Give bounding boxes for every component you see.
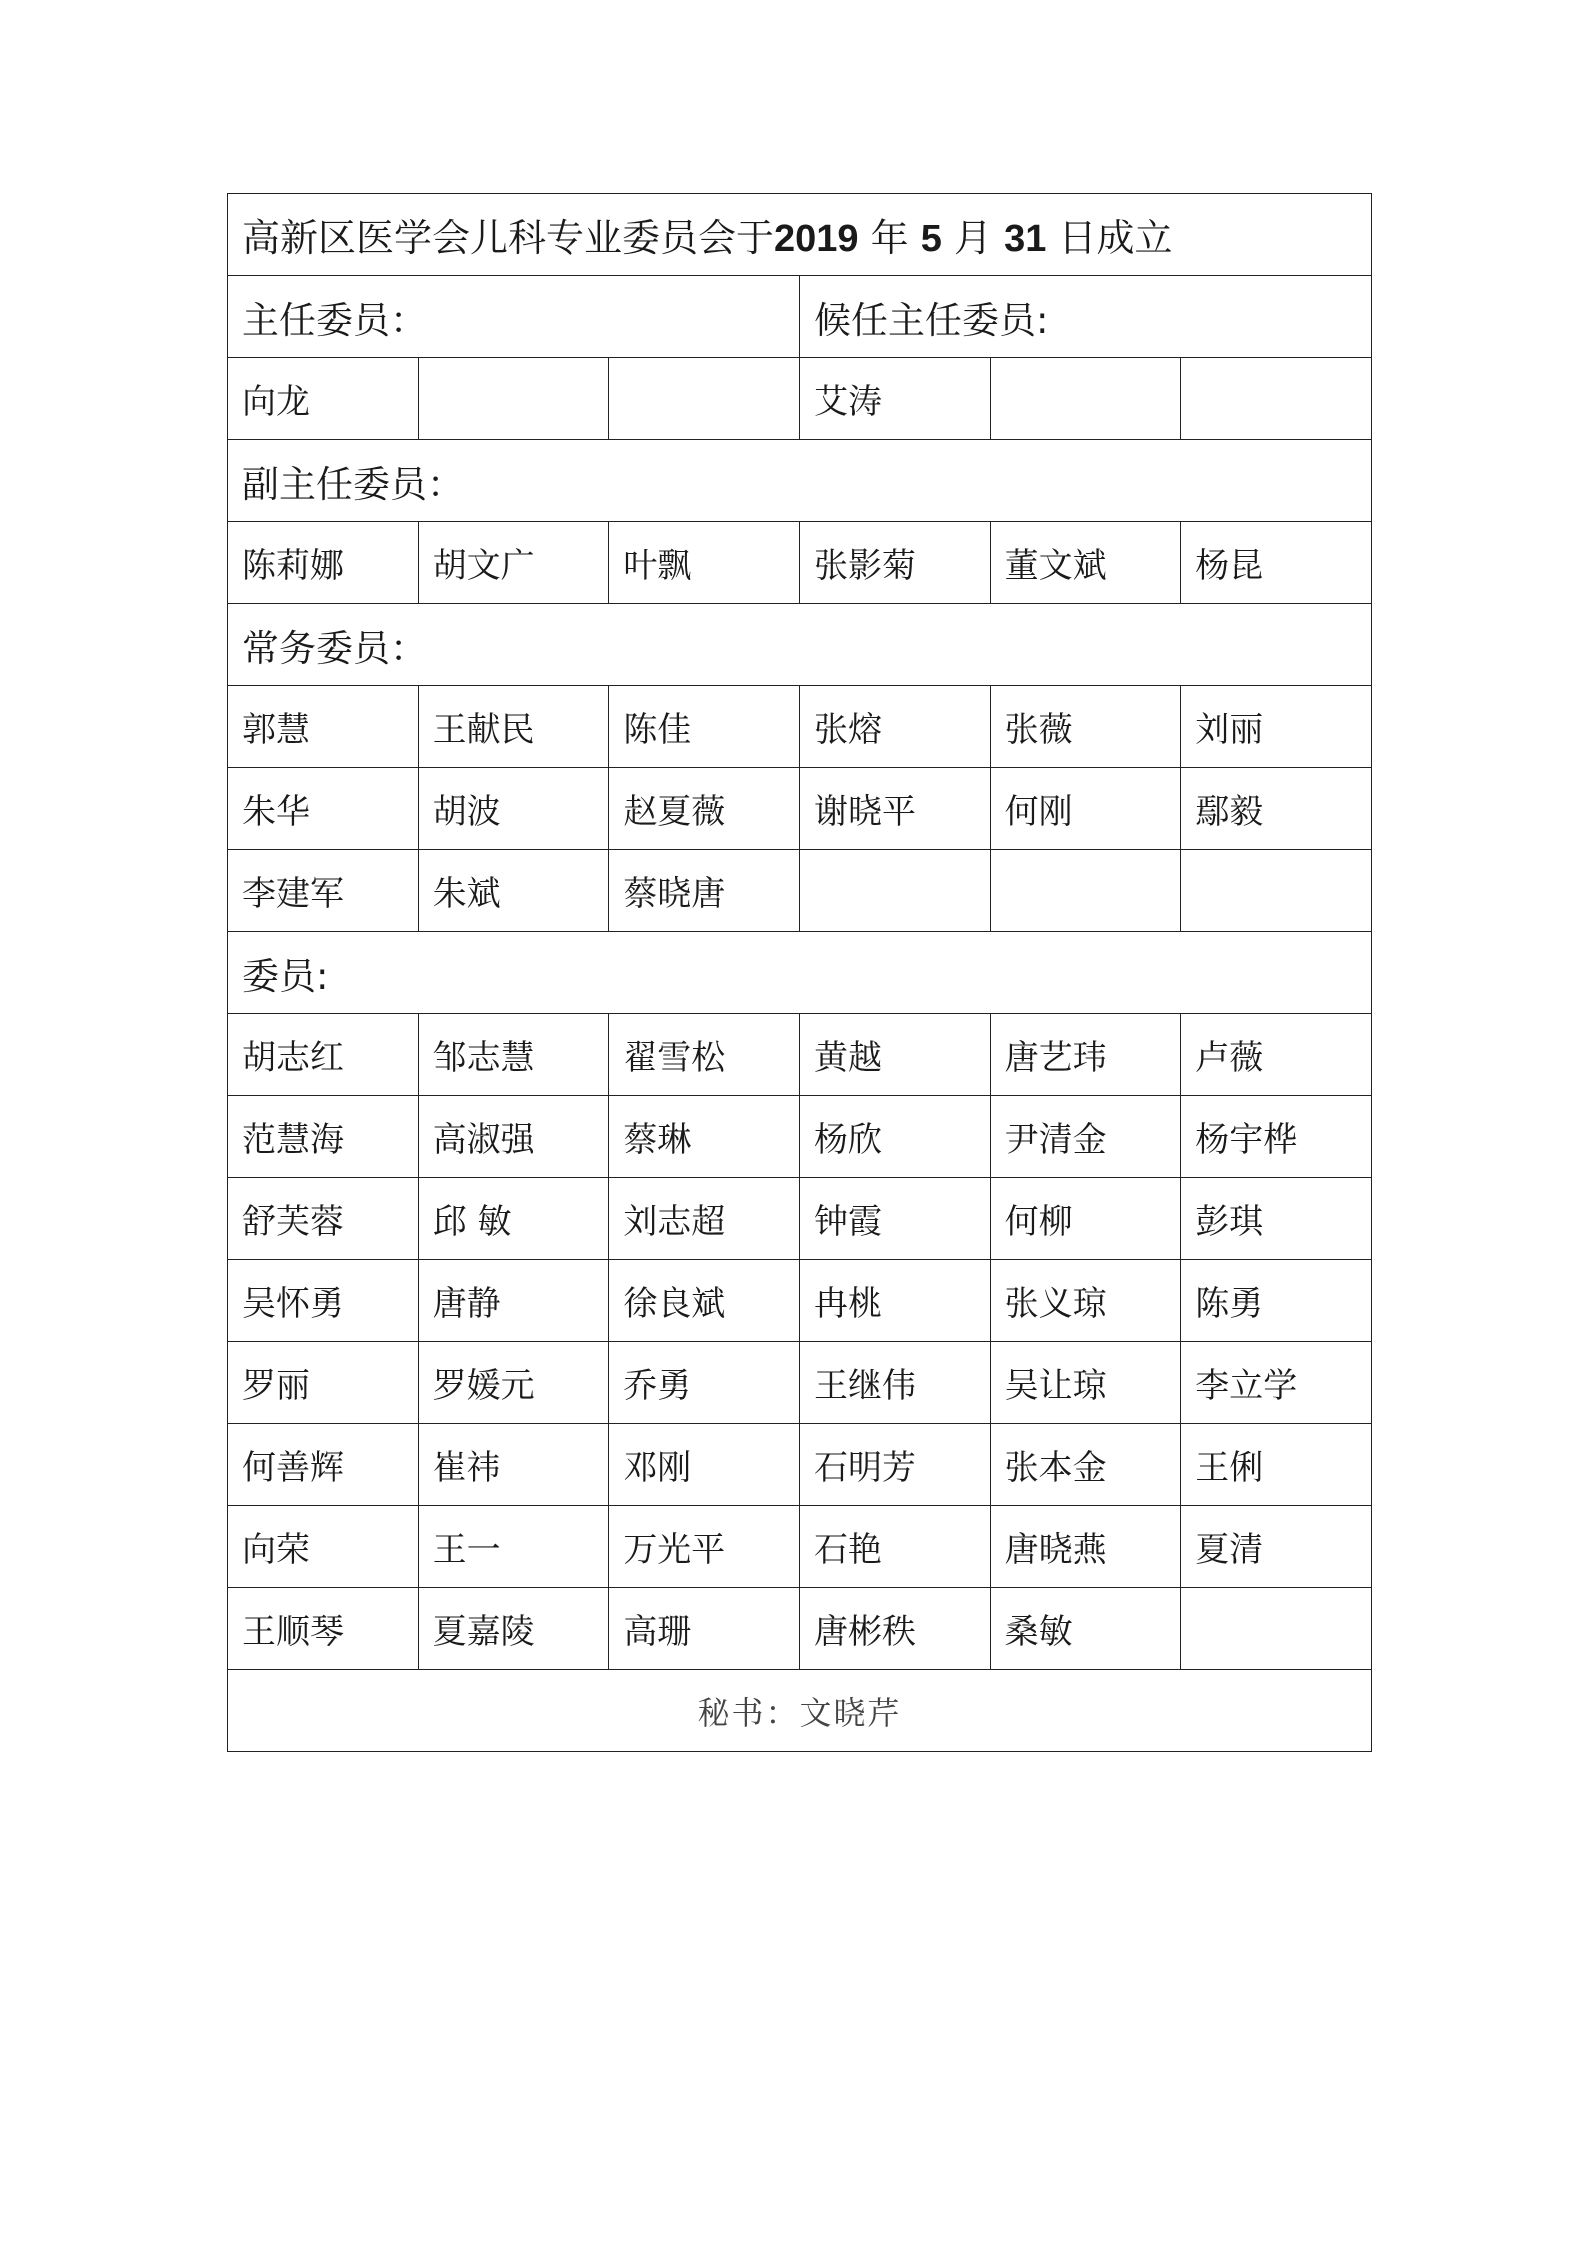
members-row — [228, 1342, 1372, 1424]
name-cell: 刘丽 — [1181, 686, 1372, 768]
chair-name-cell — [609, 358, 800, 440]
chair-label: 主任委员： — [228, 276, 800, 358]
name-cell: 高珊 — [609, 1588, 800, 1670]
name-cell: 高淑强 — [418, 1096, 609, 1178]
name-cell: 陈勇 — [1181, 1260, 1372, 1342]
name-cell: 罗丽 — [228, 1342, 419, 1424]
name-cell: 何善辉 — [228, 1424, 419, 1506]
name-cell: 董文斌 — [990, 522, 1181, 604]
members-row — [228, 1588, 1372, 1670]
members-row — [228, 1424, 1372, 1506]
members-row — [228, 1260, 1372, 1342]
name-cell: 冉桃 — [799, 1260, 990, 1342]
name-cell: 何柳 — [990, 1178, 1181, 1260]
name-cell: 唐晓燕 — [990, 1506, 1181, 1588]
standing-members-row — [228, 686, 1372, 768]
name-cell: 吴怀勇 — [228, 1260, 419, 1342]
name-cell: 唐彬秩 — [799, 1588, 990, 1670]
name-cell: 范慧海 — [228, 1096, 419, 1178]
name-cell: 卢薇 — [1181, 1014, 1372, 1096]
name-cell: 邹志慧 — [418, 1014, 609, 1096]
secretary-row — [228, 1670, 1372, 1752]
name-cell: 王一 — [418, 1506, 609, 1588]
name-cell: 尹清金 — [990, 1096, 1181, 1178]
vice-chairs-row — [228, 522, 1372, 604]
name-cell: 张影菊 — [799, 522, 990, 604]
secretary-cell — [228, 1670, 1372, 1752]
name-cell: 万光平 — [609, 1506, 800, 1588]
name-cell: 唐静 — [418, 1260, 609, 1342]
members-header-row — [228, 932, 1372, 1014]
name-cell: 胡波 — [418, 768, 609, 850]
document-title: 高新区医学会儿科专业委员会于2019 年 5 月 31 日成立 — [228, 194, 1372, 276]
name-cell: 王俐 — [1181, 1424, 1372, 1506]
name-cell: 李立学 — [1181, 1342, 1372, 1424]
chair-elect-name-cell: 艾涛 — [799, 358, 990, 440]
name-cell — [990, 850, 1181, 932]
name-cell: 王继伟 — [799, 1342, 990, 1424]
name-cell: 石艳 — [799, 1506, 990, 1588]
name-cell: 陈莉娜 — [228, 522, 419, 604]
name-cell: 乔勇 — [609, 1342, 800, 1424]
name-cell: 张薇 — [990, 686, 1181, 768]
standing-members-row — [228, 768, 1372, 850]
name-cell — [1181, 850, 1372, 932]
name-cell: 何刚 — [990, 768, 1181, 850]
name-cell: 胡文广 — [418, 522, 609, 604]
members-row — [228, 1506, 1372, 1588]
name-cell: 杨欣 — [799, 1096, 990, 1178]
name-cell: 张熔 — [799, 686, 990, 768]
members-row — [228, 1014, 1372, 1096]
name-cell: 朱斌 — [418, 850, 609, 932]
secretary-name: 文晓芹 — [799, 1693, 902, 1732]
name-cell: 翟雪松 — [609, 1014, 800, 1096]
name-cell: 谢晓平 — [799, 768, 990, 850]
name-cell: 郭慧 — [228, 686, 419, 768]
standing-members-header-row — [228, 604, 1372, 686]
name-cell — [799, 850, 990, 932]
name-cell: 王顺琴 — [228, 1588, 419, 1670]
name-cell: 夏嘉陵 — [418, 1588, 609, 1670]
name-cell: 吴让琼 — [990, 1342, 1181, 1424]
standing-members-row — [228, 850, 1372, 932]
title-row — [228, 194, 1372, 276]
standing-members-label: 常务委员： — [228, 604, 1372, 686]
vice-chairs-header-row — [228, 440, 1372, 522]
name-cell: 舒芙蓉 — [228, 1178, 419, 1260]
chair-names-row — [228, 358, 1372, 440]
name-cell: 徐良斌 — [609, 1260, 800, 1342]
name-cell: 胡志红 — [228, 1014, 419, 1096]
name-cell: 叶飘 — [609, 522, 800, 604]
name-cell — [1181, 1588, 1372, 1670]
name-cell: 黄越 — [799, 1014, 990, 1096]
name-cell: 蔡晓唐 — [609, 850, 800, 932]
name-cell: 朱华 — [228, 768, 419, 850]
committee-roster-table — [227, 193, 1372, 1752]
name-cell: 桑敏 — [990, 1588, 1181, 1670]
vice-chairs-label: 副主任委员： — [228, 440, 1372, 522]
members-label: 委员: — [228, 932, 1372, 1014]
name-cell: 张本金 — [990, 1424, 1181, 1506]
secretary-label: 秘书： — [697, 1693, 800, 1732]
name-cell: 邓刚 — [609, 1424, 800, 1506]
chair-name-cell — [418, 358, 609, 440]
name-cell: 钟霞 — [799, 1178, 990, 1260]
name-cell: 刘志超 — [609, 1178, 800, 1260]
name-cell: 罗媛元 — [418, 1342, 609, 1424]
members-row — [228, 1178, 1372, 1260]
name-cell: 张义琼 — [990, 1260, 1181, 1342]
chair-header-row — [228, 276, 1372, 358]
name-cell: 蔡琳 — [609, 1096, 800, 1178]
name-cell: 邱 敏 — [418, 1178, 609, 1260]
name-cell: 鄢毅 — [1181, 768, 1372, 850]
name-cell: 崔祎 — [418, 1424, 609, 1506]
name-cell: 彭琪 — [1181, 1178, 1372, 1260]
name-cell: 石明芳 — [799, 1424, 990, 1506]
name-cell: 向荣 — [228, 1506, 419, 1588]
name-cell: 赵夏薇 — [609, 768, 800, 850]
members-row — [228, 1096, 1372, 1178]
name-cell: 夏清 — [1181, 1506, 1372, 1588]
chair-elect-label: 候任主任委员: — [799, 276, 1371, 358]
chair-elect-name-cell — [990, 358, 1181, 440]
name-cell: 杨昆 — [1181, 522, 1372, 604]
name-cell: 唐艺玮 — [990, 1014, 1181, 1096]
chair-elect-name-cell — [1181, 358, 1372, 440]
name-cell: 陈佳 — [609, 686, 800, 768]
name-cell: 杨宇桦 — [1181, 1096, 1372, 1178]
name-cell: 王献民 — [418, 686, 609, 768]
name-cell: 李建军 — [228, 850, 419, 932]
chair-name-cell: 向龙 — [228, 358, 419, 440]
